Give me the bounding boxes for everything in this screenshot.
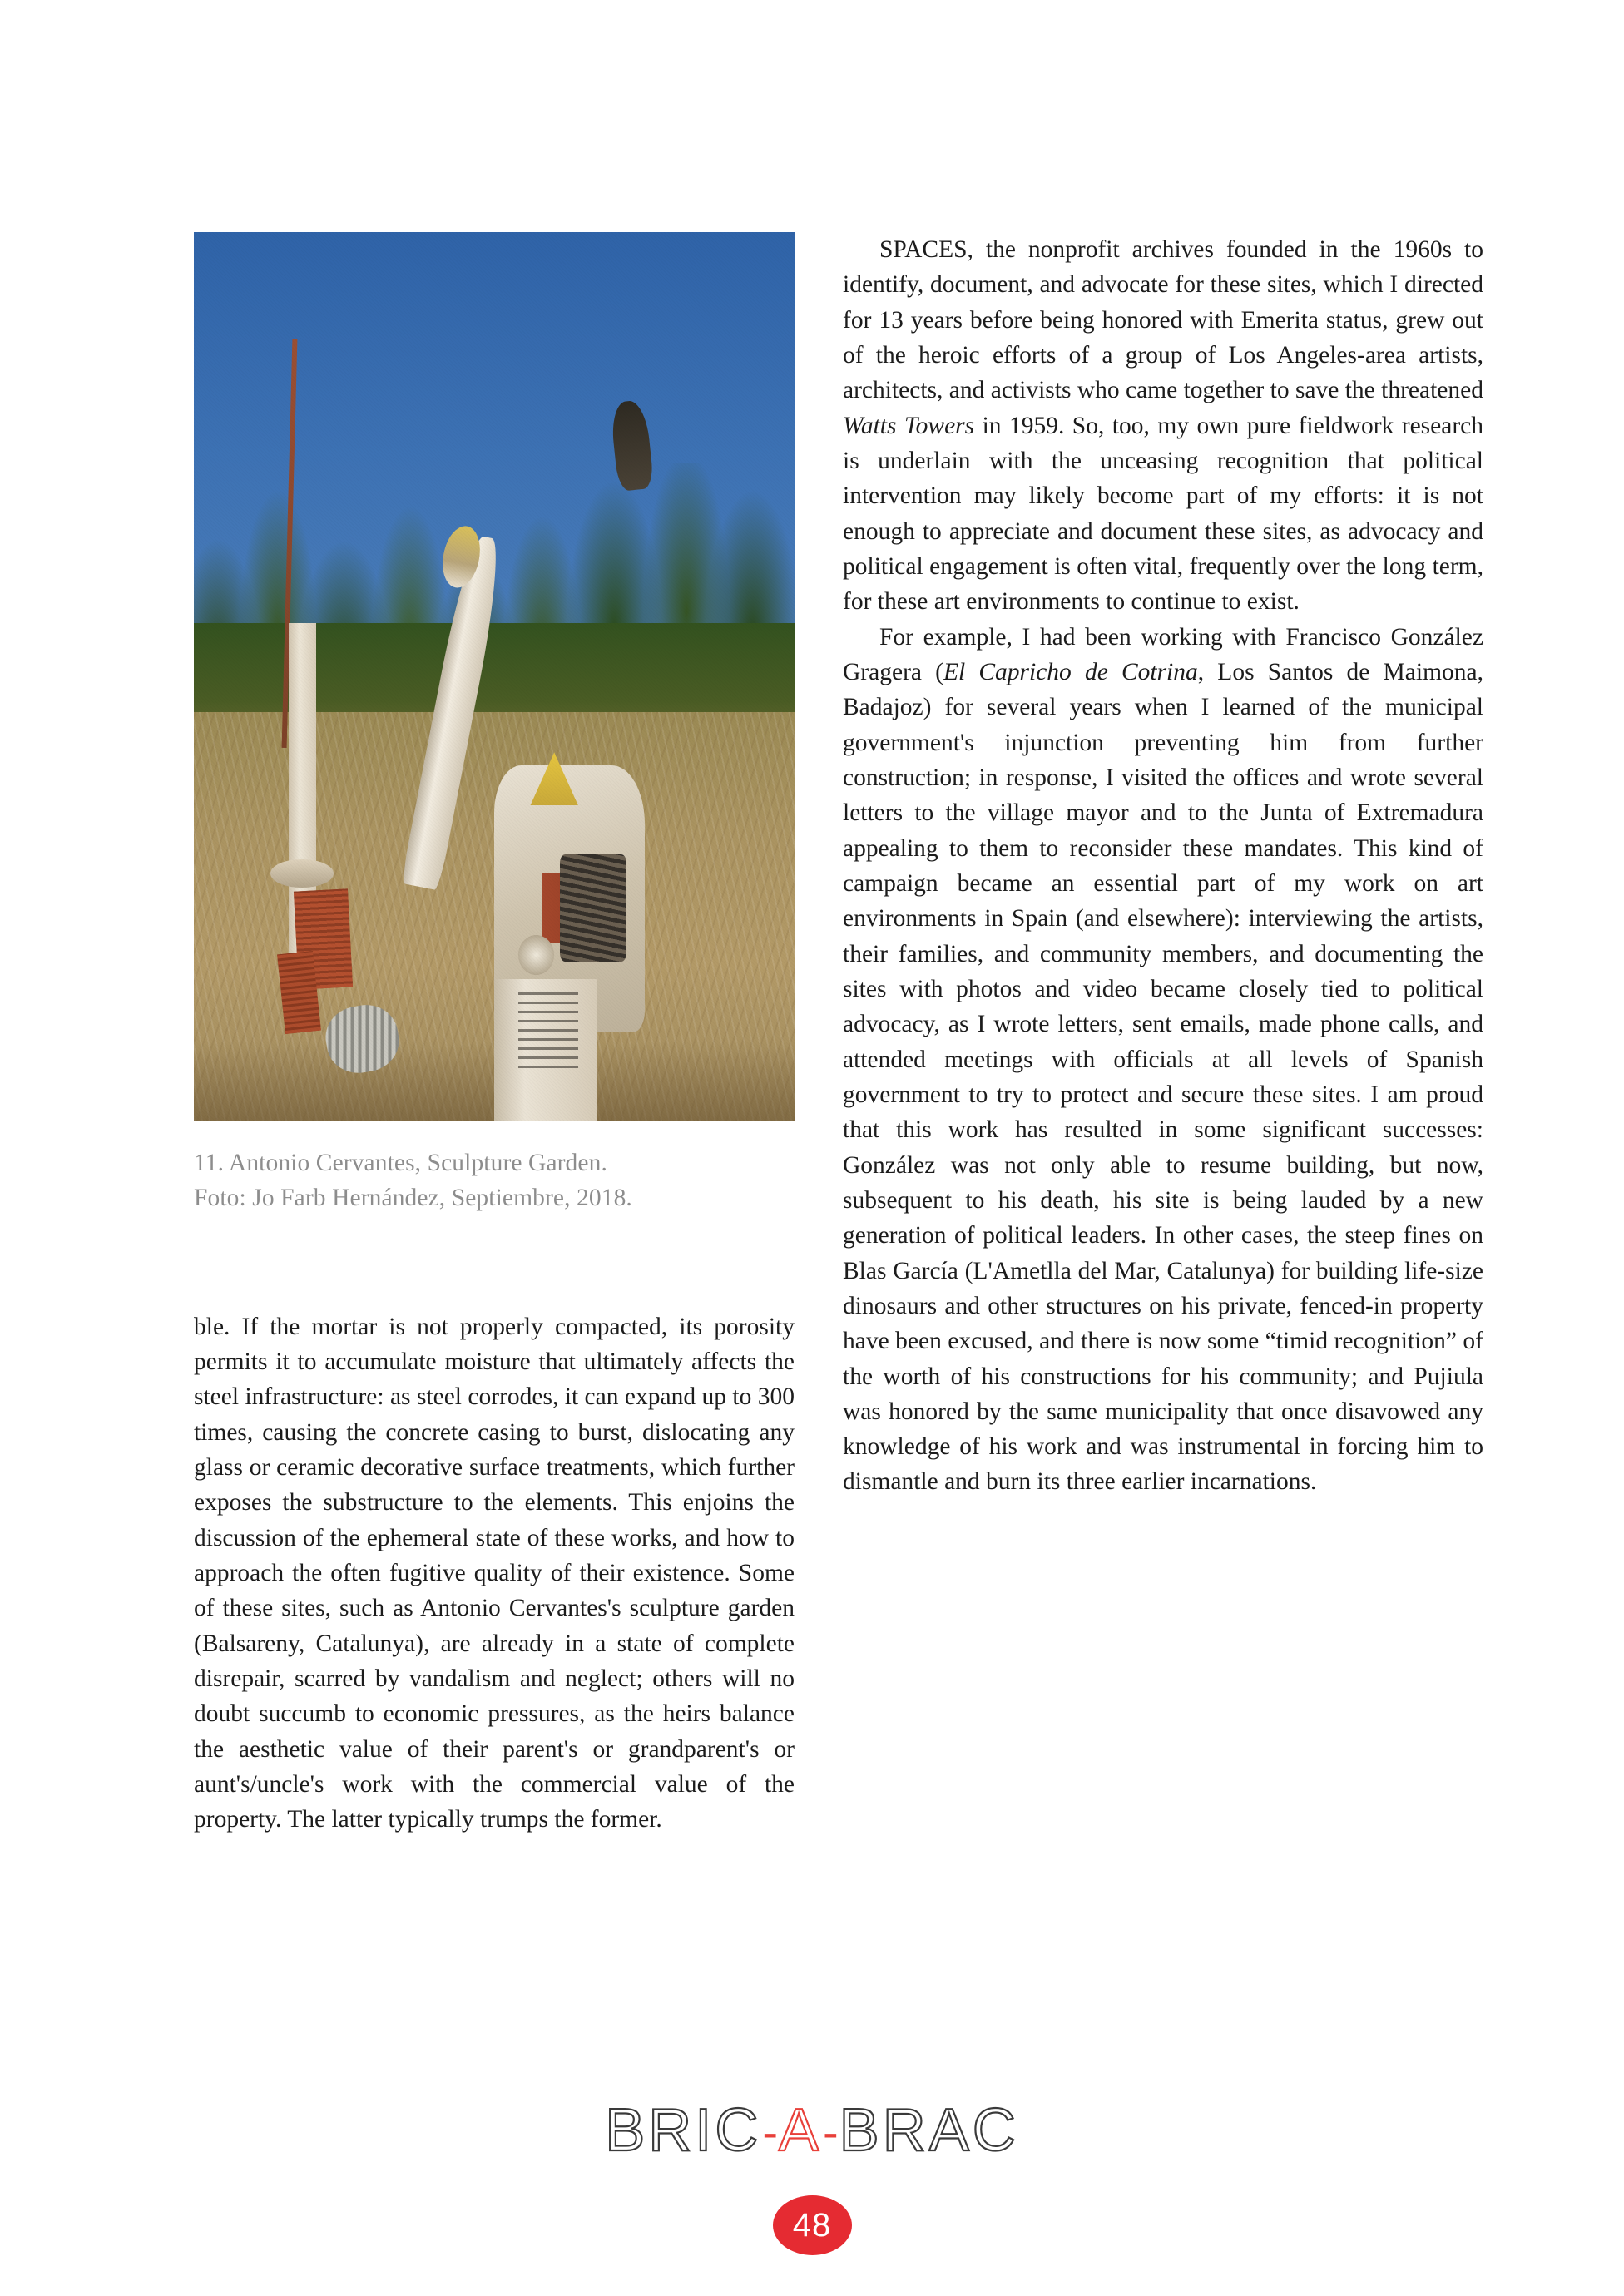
page-number: 48 <box>792 2206 832 2244</box>
paragraph-1-text-b: in 1959. So, too, my own pure fieldwork research is underlain with the unceasing recognition that political intervention may likely become part of my efforts: it is not enough to appreciate and document these sites, as advocacy and political engagement is often vital, frequently over the long term, for these art environments to continue to exist. <box>843 412 1483 616</box>
right-column <box>843 232 1483 1500</box>
figure-caption <box>194 1146 795 1216</box>
right-column-body <box>843 232 1483 1500</box>
figure-sculpture-garden-photo <box>194 232 795 1121</box>
logo-char-c2: C <box>972 2097 1019 2164</box>
logo-char-r2: R <box>882 2097 929 2164</box>
caption-line-2: Foto: Jo Farb Hernández, Septiembre, 2018. <box>194 1184 632 1211</box>
sculpture-dark-mosaic <box>560 854 626 961</box>
paragraph-2-text-b: , Los Santos de Maimona, Badajoz) for several years when I learned of the municipal government's injunction preventing him from further construction; in response, I visited the offices and wrote several letters to the village mayor and to the Junta of Extremadura appealing to them to reconsider these mandates. This kind of campaign became an essential part of my work on art environments in Spain (and elsewhere): interviewing the artists, their families, and community members, and documenting the sites with photos and video became closely tied to political advocacy, as I wrote letters, sent emails, made phone calls, and attended meetings with officials at all levels of Spanish government to try to protect and secure these sites. I am proud that this work has resulted in some significant successes: González was not only able to resume building, but now, subsequent to his death, his site is being lauded by a new generation of political leaders. In other cases, the steep fines on Blas García (L'Ametlla del Mar, Catalunya) for building life-size dinosaurs and other structures on his private, fenced-in property have been excused, and there is now some “timid recognition” of the worth of his constructions for his community; and Pujiula was honored by the same municipality that once disavowed any knowledge of his work and was instrumental in forcing him to dismantle and burn its three earlier incarnations. <box>843 658 1483 1496</box>
bric-a-brac-logo <box>605 2097 1019 2164</box>
page-number-badge <box>773 2195 852 2255</box>
logo-char-i: I <box>695 2097 715 2164</box>
page-footer <box>0 2097 1624 2255</box>
left-column-body <box>194 1309 795 1838</box>
logo-char-b2: B <box>839 2097 883 2164</box>
logo-char-a-accent: A <box>778 2097 822 2164</box>
sculpture-medallion <box>518 935 554 975</box>
title-el-capricho-de-cotrina: El Capricho de Cotrina <box>943 658 1198 685</box>
logo-char-r1: R <box>648 2097 696 2164</box>
logo-separator-left: - <box>762 2105 778 2158</box>
logo-char-c1: C <box>715 2097 762 2164</box>
title-watts-towers: Watts Towers <box>843 412 975 439</box>
paragraph-1-text-a: SPACES, the nonprofit archives founded in the 1960s to identify, document, and advocate for these sites, which I directed for 13 years before being honored with Emerita status, grew out of the heroic efforts of a group of Los Angeles-area artists, architects, and activists who came together to save the threatened <box>843 236 1483 404</box>
caption-line-1: 11. Antonio Cervantes, Sculpture Garden. <box>194 1150 607 1176</box>
logo-separator-right: - <box>823 2105 839 2158</box>
logo-char-b1: B <box>605 2097 649 2164</box>
left-column <box>194 232 795 1838</box>
left-pillar-collar <box>270 859 334 888</box>
paragraph-for-example <box>843 620 1483 1500</box>
paragraph-spaces-archives <box>843 232 1483 620</box>
photograph <box>194 232 795 1121</box>
sculpture-column-lettering <box>518 988 578 1068</box>
logo-char-a2: A <box>928 2097 973 2164</box>
paragraph-continuation: ble. If the mortar is not properly compacted, its porosity permits it to accumulate moisture that ultimately affects the steel infrastructure: as steel corrodes, it can expand up to 300 times, causing the concrete casing to burst, dislocating any glass or ceramic decorative surface treatments, which further exposes the substructure to the elements. This enjoins the discussion of the ephemeral state of these works, and how to approach the often fugitive quality of their existence. Some of these sites, such as Antonio Cervantes's sculpture garden (Balsareny, Catalunya), are already in a state of complete disrepair, scarred by vandalism and neglect; others will no doubt succumb to economic pressures, as the heirs balance the aesthetic value of their parent's or grandparent's or aunt's/uncle's work with the commercial value of the property. The latter typically trumps the former. <box>194 1313 795 1833</box>
paragraph-2-text-a: For example, I had been working with Francisco González Gragera ( <box>843 623 1483 685</box>
